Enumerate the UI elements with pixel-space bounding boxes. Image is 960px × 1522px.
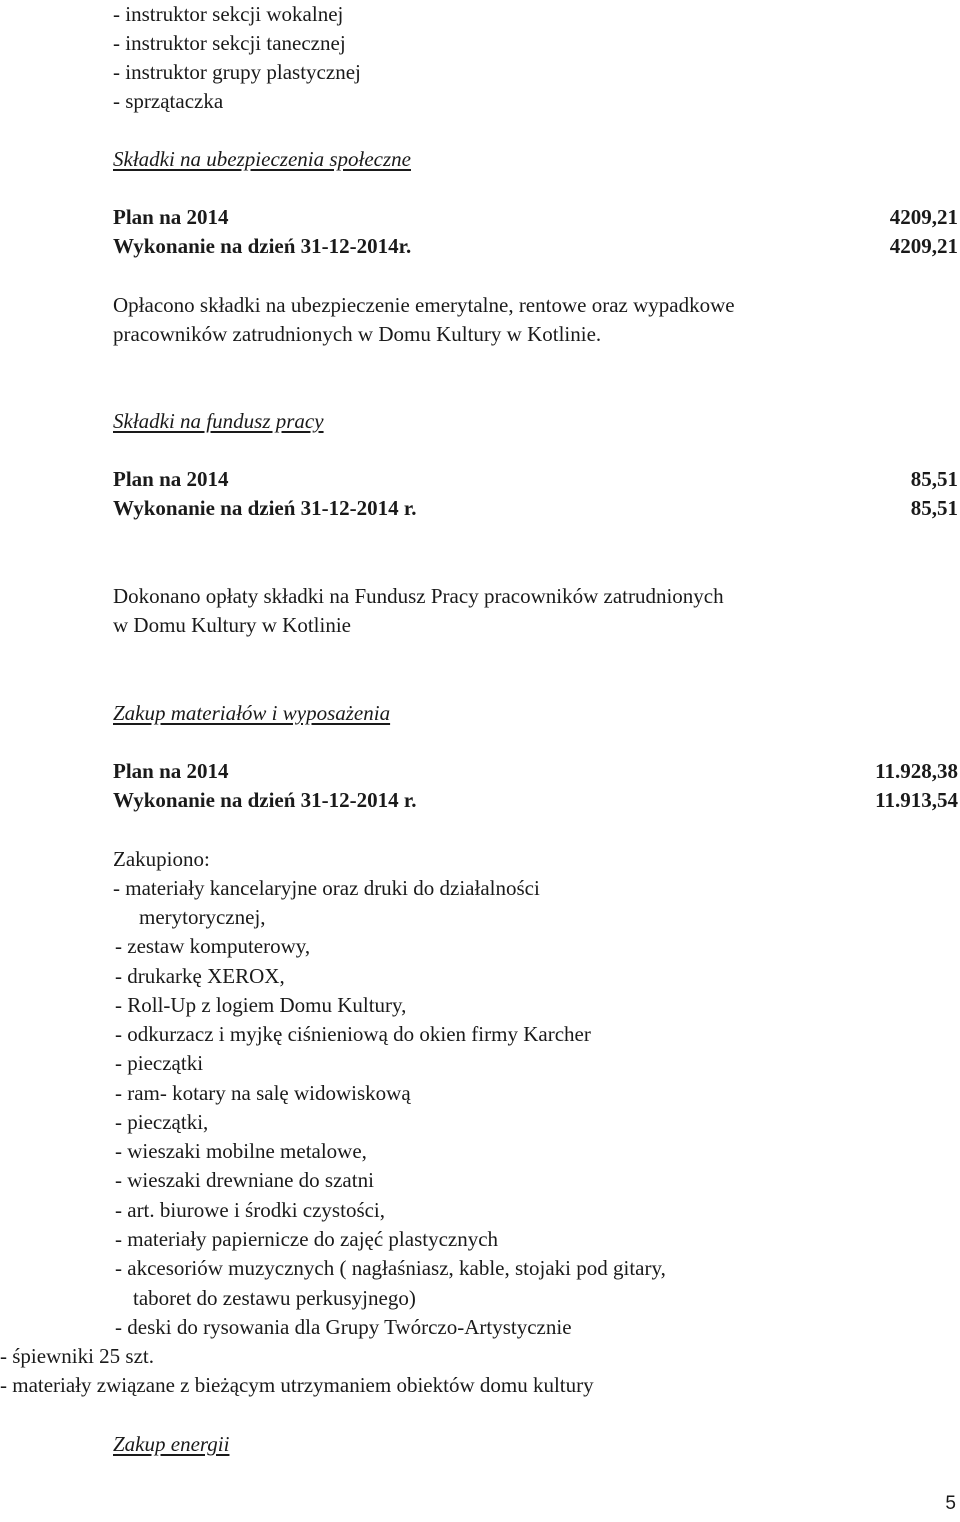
list-item: - pieczątki, xyxy=(115,1110,209,1134)
section-heading-materials: Zakup materiałów i wyposażenia xyxy=(113,701,391,725)
list-item: merytorycznej, xyxy=(139,905,266,929)
list-item: - śpiewniki 25 szt. xyxy=(0,1344,154,1368)
list-item: - Roll-Up z logiem Domu Kultury, xyxy=(115,993,407,1017)
description-line: pracowników zatrudnionych w Domu Kultury w Kotlinie. xyxy=(113,322,602,346)
plan-value: 85,51 xyxy=(910,467,958,491)
plan-label: Plan na 2014 xyxy=(113,467,229,491)
list-item: - wieszaki mobilne metalowe, xyxy=(115,1139,367,1163)
purchase-intro: Zakupiono: xyxy=(113,847,210,871)
execution-label: Wykonanie na dzień 31-12-2014 r. xyxy=(113,788,417,812)
list-item: - materiały kancelaryjne oraz druki do działalności xyxy=(113,876,540,900)
section-heading-labor-fund: Składki na fundusz pracy xyxy=(113,409,324,433)
list-item: - instruktor sekcji wokalnej xyxy=(113,2,344,26)
list-item: - instruktor grupy plastycznej xyxy=(113,60,361,84)
list-item: - deski do rysowania dla Grupy Twórczo-Artystycznie xyxy=(115,1315,572,1339)
list-item: - akcesoriów muzycznych ( nagłaśniasz, kable, stojaki pod gitary, xyxy=(115,1256,666,1280)
list-item: - zestaw komputerowy, xyxy=(115,934,311,958)
list-item: - ram- kotary na salę widowiskową xyxy=(115,1081,411,1105)
list-item: taboret do zestawu perkusyjnego) xyxy=(133,1286,416,1310)
execution-value: 85,51 xyxy=(910,496,958,520)
list-item: - wieszaki drewniane do szatni xyxy=(115,1168,374,1192)
list-item: - odkurzacz i myjkę ciśnieniową do okien firmy Karcher xyxy=(115,1022,591,1046)
plan-value: 4209,21 xyxy=(889,205,958,229)
section-heading-energy: Zakup energii xyxy=(113,1432,230,1456)
description-line: w Domu Kultury w Kotlinie xyxy=(113,613,351,637)
execution-label: Wykonanie na dzień 31-12-2014r. xyxy=(113,234,412,258)
plan-value: 11.928,38 xyxy=(875,759,958,783)
list-item: - art. biurowe i środki czystości, xyxy=(115,1198,386,1222)
description-line: Dokonano opłaty składki na Fundusz Pracy pracowników zatrudnionych xyxy=(113,584,724,608)
execution-value: 4209,21 xyxy=(889,234,958,258)
description-line: Opłacono składki na ubezpieczenie emerytalne, rentowe oraz wypadkowe xyxy=(113,293,735,317)
list-item: - instruktor sekcji tanecznej xyxy=(113,31,346,55)
list-item: - pieczątki xyxy=(115,1051,204,1075)
execution-label: Wykonanie na dzień 31-12-2014 r. xyxy=(113,496,417,520)
list-item: - drukarkę XEROX, xyxy=(115,964,285,988)
page-number: 5 xyxy=(945,1493,956,1514)
plan-label: Plan na 2014 xyxy=(113,205,229,229)
section-heading-social: Składki na ubezpieczenia społeczne xyxy=(113,147,411,171)
plan-label: Plan na 2014 xyxy=(113,759,229,783)
execution-value: 11.913,54 xyxy=(875,788,958,812)
list-item: - sprzątaczka xyxy=(113,89,224,113)
list-item: - materiały związane z bieżącym utrzymaniem obiektów domu kultury xyxy=(0,1373,594,1397)
list-item: - materiały papiernicze do zajęć plastycznych xyxy=(115,1227,499,1251)
